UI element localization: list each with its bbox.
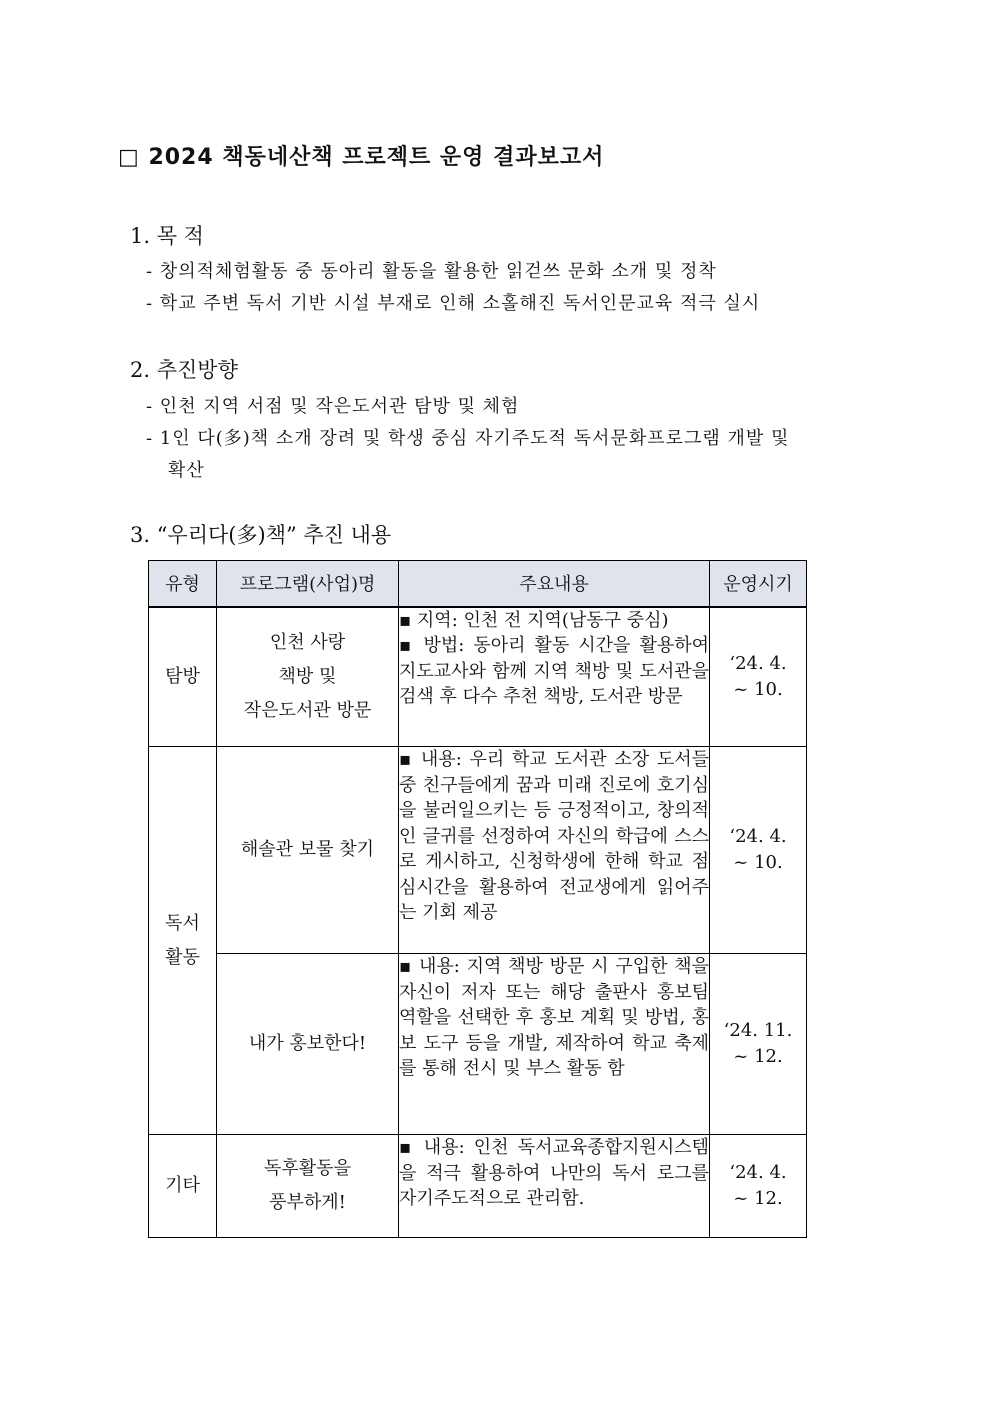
purpose-item: - 학교 주변 독서 기반 시설 부재로 인해 소홀해진 독서인문교육 적극 실시 [146,293,761,314]
direction-item: - 1인 다(多)책 소개 장려 및 학생 중심 자기주도적 독서문화프로그램 개발 및 [146,428,790,449]
period-cell: ‘24. 4. ~ 10. [710,747,807,954]
header-content: 주요내용 [399,561,710,607]
type-cell: 독서 활동 [149,747,217,1135]
period-cell: ‘24. 4. ~ 12. [710,1135,807,1238]
program-cell: 해솔관 보물 찾기 [217,747,399,954]
table-row [149,607,807,747]
content-cell: ▪ 내용: 인천 독서교육종합지원시스템을 적극 활용하여 나만의 독서 로그를 자기주도적으로 관리함. [399,1135,710,1238]
period-cell: ‘24. 11. ~ 12. [710,954,807,1135]
type-cell: 탐방 [149,607,217,747]
program-cell: 독후활동을 풍부하게! [217,1135,399,1238]
content-cell: ▪ 내용: 우리 학교 도서관 소장 도서들 중 친구들에게 꿈과 미래 진로에 호기심을 불러일으키는 등 긍정적이고, 창의적인 글귀를 선정하여 자신의 학급에 스스로 게시하고, 신청학생에 한해 학교 점심시간을 활용하여 전교생에게 읽어주는 기회 제공 [399,747,710,954]
section-heading-purpose: 1. 목 적 [130,224,204,248]
table-row [149,1135,807,1238]
table-row [149,747,807,954]
header-program: 프로그램(사업)명 [217,561,399,607]
header-period: 운영시기 [710,561,807,607]
direction-item-continuation: 확산 [168,460,205,481]
direction-item: - 인천 지역 서점 및 작은도서관 탐방 및 체험 [146,396,520,417]
content-cell: ▪ 내용: 지역 책방 방문 시 구입한 책을 자신이 저자 또는 해당 출판사 홍보팀 역할을 선택한 후 홍보 계획 및 방법, 홍보 도구 등을 개발, 제작하여 학교 축제를 통해 전시 및 부스 활동 함 [399,954,710,1135]
section-heading-content: 3. “우리다(多)책” 추진 내용 [130,523,392,547]
content-cell: ▪ 지역: 인천 전 지역(남동구 중심) ▪ 방법: 동아리 활동 시간을 활용하여 지도교사와 함께 지역 책방 및 도서관을 검색 후 다수 추천 책방, 도서관 방문 [399,607,710,747]
purpose-item: - 창의적체험활동 중 동아리 활동을 활용한 읽걷쓰 문화 소개 및 정착 [146,261,717,282]
header-type: 유형 [149,561,217,607]
table-row [149,954,807,1135]
type-cell: 기타 [149,1135,217,1238]
section-heading-direction: 2. 추진방향 [130,358,238,382]
period-cell: ‘24. 4. ~ 10. [710,607,807,747]
program-cell: 인천 사랑 책방 및 작은도서관 방문 [217,607,399,747]
program-table [148,560,807,1238]
program-cell: 내가 홍보한다! [217,954,399,1135]
table-header-row [149,561,807,607]
document-title: □ 2024 책동네산책 프로젝트 운영 결과보고서 [118,145,605,170]
